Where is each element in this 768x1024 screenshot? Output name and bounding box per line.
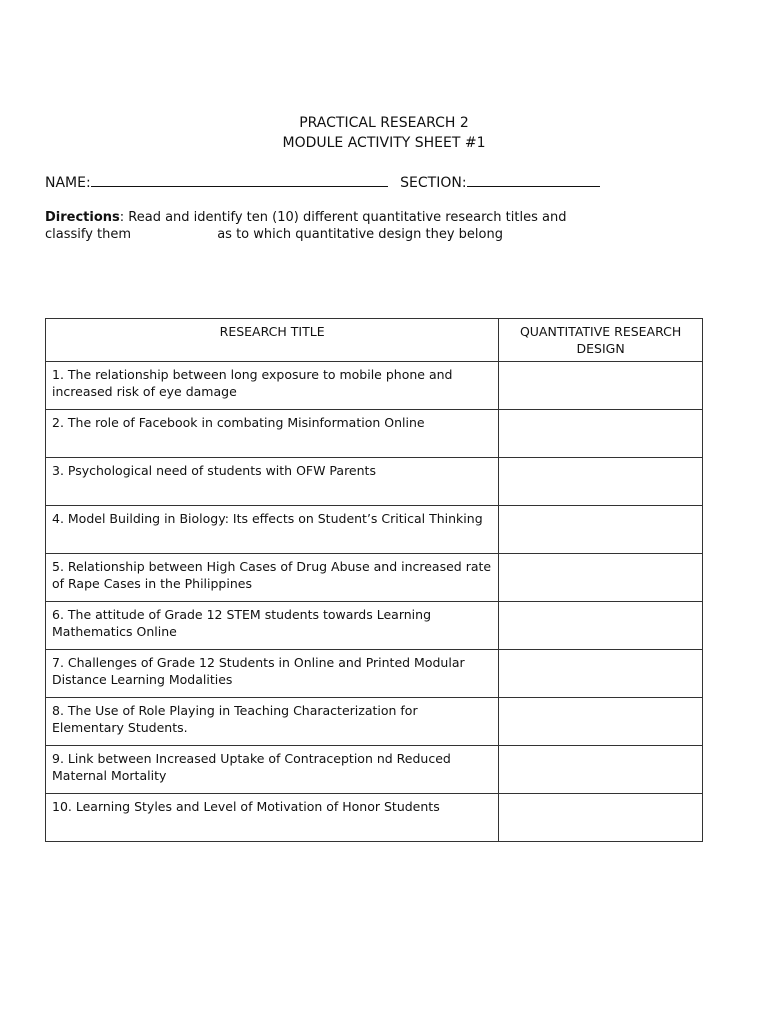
- table-row: [46, 554, 703, 602]
- research-title-cell: 7. Challenges of Grade 12 Students in Online and Printed Modular Distance Learning Modalities: [46, 650, 499, 698]
- design-answer-cell[interactable]: [499, 554, 703, 602]
- research-title-cell: 8. The Use of Role Playing in Teaching Characterization for Elementary Students.: [46, 698, 499, 746]
- design-answer-cell[interactable]: [499, 650, 703, 698]
- name-field-line[interactable]: [91, 172, 388, 187]
- design-answer-cell[interactable]: [499, 458, 703, 506]
- header-quantitative-design: QUANTITATIVE RESEARCH DESIGN: [499, 319, 703, 362]
- document-subtitle: MODULE ACTIVITY SHEET #1: [282, 135, 486, 151]
- name-label: NAME:: [45, 175, 91, 191]
- table-row: [46, 458, 703, 506]
- research-title-cell: 4. Model Building in Biology: Its effects on Student’s Critical Thinking: [46, 506, 499, 554]
- research-title-cell: 2. The role of Facebook in combating Misinformation Online: [46, 410, 499, 458]
- design-answer-cell[interactable]: [499, 698, 703, 746]
- directions-text-2: as to which quantitative design they belong: [217, 227, 503, 242]
- design-answer-cell[interactable]: [499, 794, 703, 842]
- section-field-line[interactable]: [467, 172, 600, 187]
- table-header-row: [46, 319, 703, 362]
- design-answer-cell[interactable]: [499, 746, 703, 794]
- table-row: [46, 506, 703, 554]
- section-label: SECTION:: [400, 175, 467, 191]
- directions-text-1: : Read and identify ten (10) different quantitative research titles and classify them: [45, 210, 567, 242]
- directions-paragraph: [45, 209, 605, 243]
- research-title-cell: 3. Psychological need of students with OFW Parents: [46, 458, 499, 506]
- table-row: [46, 602, 703, 650]
- table-row: [46, 794, 703, 842]
- table-row: [46, 650, 703, 698]
- table-row: [46, 746, 703, 794]
- design-answer-cell[interactable]: [499, 362, 703, 410]
- name-section-row: [45, 172, 600, 192]
- table-row: [46, 362, 703, 410]
- table-row: [46, 698, 703, 746]
- design-answer-cell[interactable]: [499, 506, 703, 554]
- table-row: [46, 410, 703, 458]
- design-answer-cell[interactable]: [499, 602, 703, 650]
- activity-table: [45, 318, 703, 842]
- research-title-cell: 6. The attitude of Grade 12 STEM students towards Learning Mathematics Online: [46, 602, 499, 650]
- directions-label: Directions: [45, 210, 120, 225]
- research-title-cell: 5. Relationship between High Cases of Drug Abuse and increased rate of Rape Cases in the Philippines: [46, 554, 499, 602]
- research-title-cell: 1. The relationship between long exposure to mobile phone and increased risk of eye damage: [46, 362, 499, 410]
- research-title-cell: 9. Link between Increased Uptake of Contraception nd Reduced Maternal Mortality: [46, 746, 499, 794]
- document-title: PRACTICAL RESEARCH 2: [299, 115, 469, 131]
- design-answer-cell[interactable]: [499, 410, 703, 458]
- header-research-title: RESEARCH TITLE: [46, 319, 499, 362]
- research-title-cell: 10. Learning Styles and Level of Motivation of Honor Students: [46, 794, 499, 842]
